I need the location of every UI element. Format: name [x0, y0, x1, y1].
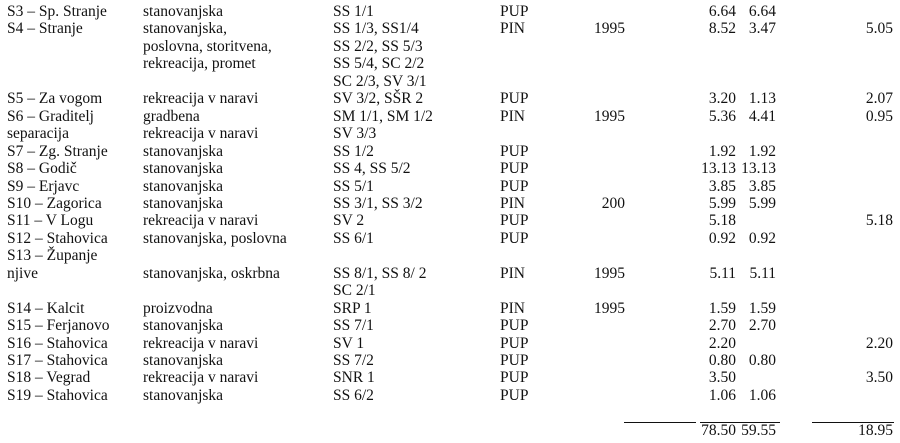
row-use: rekreacija, promet: [143, 55, 256, 73]
row-use: stanovanjska,: [143, 20, 227, 38]
row-code: SV 2: [333, 212, 365, 230]
row-free: 0.95: [865, 107, 893, 125]
row-type: PIN: [500, 20, 525, 38]
row-code: SS 1/3, SS1/4: [333, 20, 419, 38]
table-row: [0, 265, 900, 283]
row-id: S8 – Godič: [7, 160, 77, 178]
table-row: [0, 178, 900, 196]
row-built: 1.59: [748, 299, 776, 317]
row-code: SS 1/1: [333, 3, 374, 20]
total-c: 18.95: [858, 422, 893, 439]
row-area: 2.20: [708, 334, 736, 352]
row-area: 1.06: [708, 386, 736, 404]
table-row: [0, 335, 900, 353]
row-area: 0.80: [708, 352, 736, 369]
row-use: poslovna, storitvena,: [143, 37, 272, 55]
row-code: SS 2/2, SS 5/3: [333, 37, 423, 55]
row-code: SS 5/4, SC 2/2: [333, 55, 425, 73]
row-id: S13 – Županje: [7, 247, 98, 265]
row-type: PUP: [500, 90, 529, 108]
row-area: 5.99: [708, 194, 736, 212]
row-type: PIN: [500, 264, 525, 282]
row-type: PUP: [500, 229, 529, 247]
row-area: 5.18: [708, 212, 736, 230]
row-year: 1995: [594, 264, 625, 282]
row-id: S15 – Ferjanovo: [7, 317, 110, 335]
row-use: stanovanjska: [143, 352, 224, 369]
row-id: S5 – Za vogom: [7, 90, 103, 108]
row-code: SS 7/2: [333, 352, 374, 369]
table-row: [0, 38, 900, 56]
row-code: SRP 1: [333, 299, 372, 317]
row-built: 13.13: [741, 160, 776, 178]
table-row: [0, 352, 900, 370]
table-row: [0, 3, 900, 21]
row-code: SV 1: [333, 334, 365, 352]
row-use: rekreacija v naravi: [143, 125, 259, 143]
row-use: stanovanjska: [143, 3, 224, 20]
row-id: S19 – Stahovica: [7, 386, 108, 404]
table-row: [0, 20, 900, 38]
row-built: 1.92: [748, 142, 776, 160]
table-row: [0, 143, 900, 161]
table-row: [0, 55, 900, 73]
row-area: 6.64: [708, 3, 736, 20]
row-id: S16 – Stahovica: [7, 334, 108, 352]
row-use: stanovanjska: [143, 317, 224, 335]
row-built: 0.80: [748, 352, 776, 369]
table-row: [0, 230, 900, 248]
row-built: 6.64: [748, 3, 776, 20]
row-code: SV 3/2, SŠR 2: [333, 90, 424, 108]
row-code: SS 1/2: [333, 142, 374, 160]
row-area: 5.11: [709, 264, 736, 282]
row-id: S7 – Zg. Stranje: [7, 142, 108, 160]
table-row: [0, 282, 900, 300]
table-row: [0, 195, 900, 213]
row-area: 5.36: [708, 107, 736, 125]
table-row: [0, 387, 900, 405]
row-type: PUP: [500, 369, 529, 387]
row-code: SS 4, SS 5/2: [333, 160, 411, 178]
row-id: S6 – Graditelj: [7, 107, 94, 125]
row-type: PUP: [500, 177, 529, 195]
table-row: [0, 73, 900, 91]
row-code: SS 6/1: [333, 229, 374, 247]
table-row: [0, 212, 900, 230]
table-row: [0, 300, 900, 318]
row-use: stanovanjska: [143, 160, 224, 178]
row-code: SS 6/2: [333, 386, 374, 404]
row-code: SV 3/3: [333, 125, 377, 143]
row-year: 1995: [594, 20, 625, 38]
row-id: separacija: [7, 125, 69, 143]
row-area: 3.50: [708, 369, 736, 387]
row-built: 3.85: [748, 177, 776, 195]
row-id: S12 – Stahovica: [7, 229, 108, 247]
row-type: PUP: [500, 352, 529, 369]
table-row: [0, 90, 900, 108]
row-built: 1.06: [748, 386, 776, 404]
row-area: 3.20: [708, 90, 736, 108]
row-id: S3 – Sp. Stranje: [7, 3, 107, 20]
row-code: SS 8/1, SS 8/ 2: [333, 264, 427, 282]
row-area: 3.85: [708, 177, 736, 195]
row-built: 0.92: [748, 229, 776, 247]
row-use: rekreacija v naravi: [143, 212, 259, 230]
row-type: PUP: [500, 212, 529, 230]
row-id: njive: [7, 264, 38, 282]
row-free: 5.18: [865, 212, 893, 230]
row-code: SC 2/1: [333, 282, 376, 300]
row-type: PUP: [500, 334, 529, 352]
row-use: stanovanjska: [143, 177, 224, 195]
row-free: 3.50: [865, 369, 893, 387]
row-code: SM 1/1, SM 1/2: [333, 107, 433, 125]
table-row: [0, 108, 900, 126]
row-type: PUP: [500, 142, 529, 160]
row-year: 200: [601, 194, 625, 212]
row-use: stanovanjska, oskrbna: [143, 264, 280, 282]
table-row: [0, 160, 900, 178]
table-row: [0, 247, 900, 265]
row-code: SNR 1: [333, 369, 375, 387]
row-built: 5.11: [749, 264, 776, 282]
row-use: stanovanjska, poslovna: [143, 229, 287, 247]
row-built: 5.99: [748, 194, 776, 212]
row-built: 2.70: [748, 317, 776, 335]
row-use: stanovanjska: [143, 194, 224, 212]
row-area: 13.13: [701, 160, 736, 178]
row-use: rekreacija v naravi: [143, 90, 259, 108]
table-row: [0, 317, 900, 335]
row-code: SC 2/3, SV 3/1: [333, 72, 427, 90]
row-id: S9 – Erjavc: [7, 177, 80, 195]
row-built: 4.41: [748, 107, 776, 125]
row-use: rekreacija v naravi: [143, 369, 259, 387]
row-area: 1.92: [708, 142, 736, 160]
row-type: PUP: [500, 3, 529, 20]
table-row: [0, 125, 900, 143]
row-type: PIN: [500, 107, 525, 125]
row-area: 8.52: [708, 20, 736, 38]
total-b: 59.55: [741, 422, 776, 439]
row-id: S18 – Vegrad: [7, 369, 91, 387]
row-use: stanovanjska: [143, 142, 224, 160]
row-use: gradbena: [143, 107, 200, 125]
row-free: 5.05: [865, 20, 893, 38]
row-id: S17 – Stahovica: [7, 352, 108, 369]
row-area: 0.92: [708, 229, 736, 247]
row-id: S4 – Stranje: [7, 20, 83, 38]
row-use: rekreacija v naravi: [143, 334, 259, 352]
row-id: S14 – Kalcit: [7, 299, 85, 317]
row-code: SS 5/1: [333, 177, 374, 195]
row-year: 1995: [594, 299, 625, 317]
total-a: 78.50: [701, 422, 736, 439]
row-area: 1.59: [708, 299, 736, 317]
row-type: PUP: [500, 317, 529, 335]
row-use: stanovanjska: [143, 386, 224, 404]
row-built: 3.47: [748, 20, 776, 38]
row-type: PUP: [500, 386, 529, 404]
row-area: 2.70: [708, 317, 736, 335]
row-free: 2.07: [865, 90, 893, 108]
row-code: SS 7/1: [333, 317, 374, 335]
row-year: 1995: [594, 107, 625, 125]
table-row: [0, 369, 900, 387]
row-use: proizvodna: [143, 299, 213, 317]
row-type: PUP: [500, 160, 529, 178]
row-type: PIN: [500, 299, 525, 317]
row-free: 2.20: [865, 334, 893, 352]
row-type: PIN: [500, 194, 525, 212]
row-code: SS 3/1, SS 3/2: [333, 194, 423, 212]
row-built: 1.13: [748, 90, 776, 108]
totals-row: [0, 422, 900, 440]
row-id: S11 – V Logu: [7, 212, 94, 230]
row-id: S10 – Zagorica: [7, 194, 102, 212]
